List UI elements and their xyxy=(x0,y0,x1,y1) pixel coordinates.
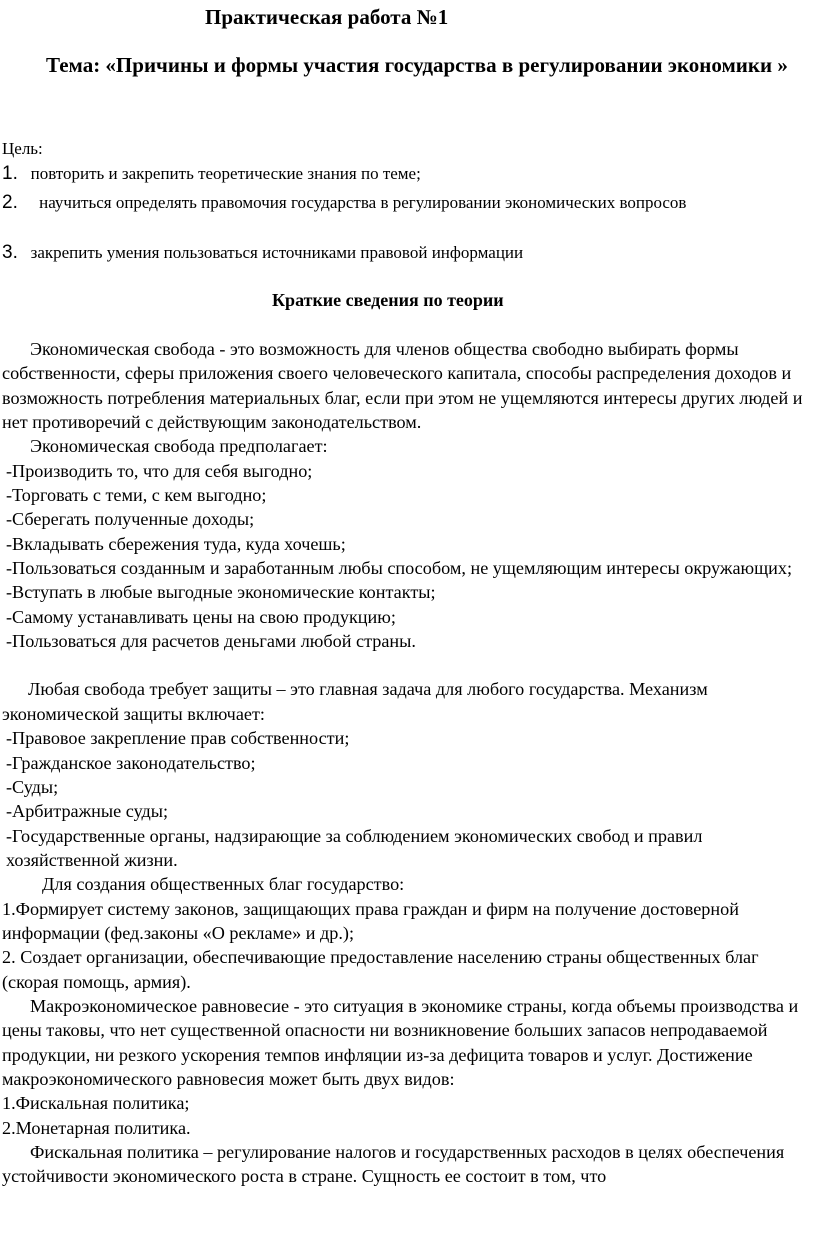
list-item: 1.Фискальная политика; xyxy=(2,1093,190,1114)
list-item: -Суды; xyxy=(6,776,59,797)
goal-number: 2. xyxy=(2,192,18,213)
list-item: 1.Формирует систему законов, защищающих права граждан и фирм на получение достоверной информации (фед.законы «О рекламе» и др.); xyxy=(2,898,739,943)
list-item: 2. Создает организации, обеспечивающие предоставление населению страны общественных благ (скорая помощь, армия). xyxy=(2,947,759,992)
goal-label: Цель: xyxy=(2,139,43,158)
goal-text: повторить и закрепить теоретические знания по теме; xyxy=(30,164,421,183)
goal-number: 1. xyxy=(2,163,18,184)
paragraph-protection: Любая свобода требует защиты – это главная задача для любого государства. Механизм экономической защиты включает: xyxy=(2,679,708,724)
goal-item-3 xyxy=(2,241,802,265)
list-item: -Арбитражные суды; xyxy=(6,801,169,822)
goal-text: научиться определять правомочия государства в регулировании экономических вопросов xyxy=(39,193,687,212)
paragraph-economic-freedom: Экономическая свобода - это возможность для членов общества свободно выбирать формы собственности, сферы приложения своего человеческого капитала, способы распределения доходов и возможность потребления материальных благ, если при этом не ущемляются интересы других людей и нет противоречий с действующим законодательством. xyxy=(2,339,803,433)
list-item: -Сберегать полученные доходы; xyxy=(6,509,255,530)
goal-item-2 xyxy=(2,191,802,215)
list-item: -Государственные органы, надзирающие за соблюдением экономических свобод и правил хозяйственной жизни. xyxy=(6,825,703,870)
list-item: -Пользоваться созданным и заработанным любы способом, не ущемляющим интересы окружающих; xyxy=(6,558,793,579)
paragraph-macro-equilibrium: Макроэкономическое равновесие - это ситуация в экономике страны, когда объемы производства и цены таковы, что нет существенной опасности ни возникновение больших запасов непродаваемой продукции, ни резкого ускорения темпов инфляции из-за дефицита товаров и услуг. Достижение макроэкономического равновесия может быть двух видов: xyxy=(2,995,799,1089)
list-item: -Гражданское законодательство; xyxy=(6,752,256,773)
goal-number: 3. xyxy=(2,242,18,263)
paragraph-fiscal-policy: Фискальная политика – регулирование налогов и государственных расходов в целях обеспечения устойчивости экономического роста в стране. Сущность ее состоит в том, что xyxy=(2,1142,785,1187)
document-topic: Тема: «Причины и формы участия государства в регулировании экономики » xyxy=(46,53,788,77)
goal-item-1 xyxy=(2,162,802,186)
spacer xyxy=(2,653,810,677)
list-item: -Вкладывать сбережения туда, куда хочешь; xyxy=(6,533,346,554)
theory-body xyxy=(2,337,810,1189)
document-title: Практическая работа №1 xyxy=(205,5,449,29)
list-item: -Торговать с теми, с кем выгодно; xyxy=(6,485,267,506)
list-item: -Самому устанавливать цены на свою продукцию; xyxy=(6,606,396,627)
list-item: -Производить то, что для себя выгодно; xyxy=(6,460,313,481)
paragraph-public-goods: Для создания общественных благ государство: xyxy=(42,874,405,895)
list-item: 2.Монетарная политика. xyxy=(2,1117,191,1138)
paragraph-freedom-implies: Экономическая свобода предполагает: xyxy=(30,436,328,457)
goal-text: закрепить умения пользоваться источниками правовой информации xyxy=(30,243,524,262)
list-item: -Пользоваться для расчетов деньгами любой страны. xyxy=(6,631,416,652)
list-item: -Правовое закрепление прав собственности; xyxy=(6,728,350,749)
theory-heading: Краткие сведения по теории xyxy=(272,290,504,310)
list-item: -Вступать в любые выгодные экономические контакты; xyxy=(6,582,436,603)
